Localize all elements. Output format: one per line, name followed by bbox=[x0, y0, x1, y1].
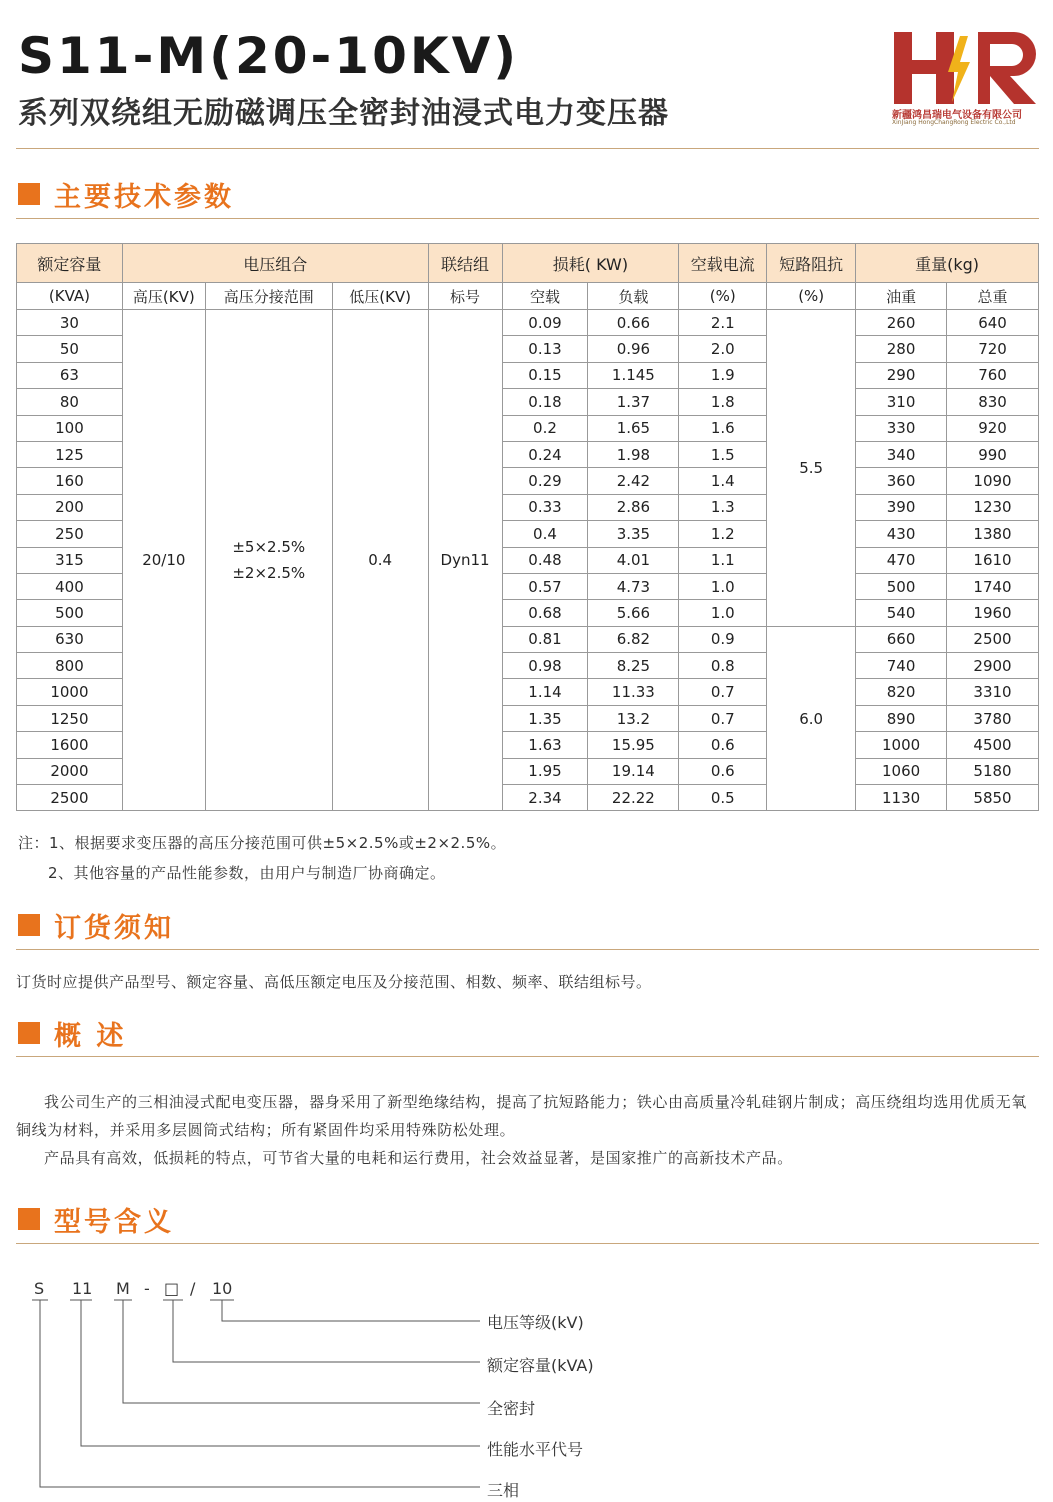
cell-load-loss: 1.65 bbox=[588, 415, 679, 441]
cell-load-loss: 1.37 bbox=[588, 389, 679, 415]
cell-noload-current: 0.5 bbox=[679, 785, 767, 811]
cell-capacity: 200 bbox=[17, 494, 123, 520]
cell-oil-weight: 310 bbox=[856, 389, 947, 415]
cell-total-weight: 4500 bbox=[947, 732, 1039, 758]
cell-total-weight: 920 bbox=[947, 415, 1039, 441]
cell-noload-loss: 0.68 bbox=[502, 600, 588, 626]
cell-noload-current: 0.9 bbox=[679, 626, 767, 652]
cell-oil-weight: 290 bbox=[856, 362, 947, 388]
cell-noload-current: 2.0 bbox=[679, 336, 767, 362]
cell-capacity: 30 bbox=[17, 310, 123, 336]
tap-range-1: ±5×2.5% bbox=[232, 538, 306, 557]
cell-total-weight: 990 bbox=[947, 441, 1039, 467]
cell-load-loss: 19.14 bbox=[588, 758, 679, 784]
section-title: 主要技术参数 bbox=[54, 181, 234, 213]
section-title: 型号含义 bbox=[54, 1206, 174, 1238]
cell-noload-loss: 0.13 bbox=[502, 336, 588, 362]
cell-total-weight: 5180 bbox=[947, 758, 1039, 784]
cell-oil-weight: 1060 bbox=[856, 758, 947, 784]
model-code-slash: / bbox=[190, 1279, 196, 1298]
cell-oil-weight: 740 bbox=[856, 653, 947, 679]
cell-capacity: 2500 bbox=[17, 785, 123, 811]
cell-capacity: 160 bbox=[17, 468, 123, 494]
cell-noload-current: 0.8 bbox=[679, 653, 767, 679]
cell-noload-current: 1.6 bbox=[679, 415, 767, 441]
th-group-label: 标号 bbox=[428, 283, 502, 310]
cell-oil-weight: 390 bbox=[856, 494, 947, 520]
th-load: 负载 bbox=[588, 283, 679, 310]
cell-capacity: 80 bbox=[17, 389, 123, 415]
cell-total-weight: 2500 bbox=[947, 626, 1039, 652]
th-total: 总重 bbox=[947, 283, 1039, 310]
th-noload: 空载 bbox=[502, 283, 588, 310]
cell-oil-weight: 340 bbox=[856, 441, 947, 467]
page-subtitle: 系列双绕组无励磁调压全密封油浸式电力变压器 bbox=[18, 96, 669, 131]
cell-oil-weight: 330 bbox=[856, 415, 947, 441]
cell-impedance-b: 6.0 bbox=[767, 626, 856, 811]
cell-noload-loss: 1.95 bbox=[502, 758, 588, 784]
cell-noload-loss: 1.14 bbox=[502, 679, 588, 705]
cell-capacity: 1600 bbox=[17, 732, 123, 758]
model-label-sealed: 全密封 bbox=[487, 1399, 536, 1418]
cell-load-loss: 5.66 bbox=[588, 600, 679, 626]
cell-capacity: 50 bbox=[17, 336, 123, 362]
cell-total-weight: 1740 bbox=[947, 573, 1039, 599]
cell-noload-current: 0.7 bbox=[679, 705, 767, 731]
logo-company-name-en: XinJiang HongChangRong Electric Co.,Ltd bbox=[892, 119, 1016, 126]
th-loss: 损耗( KW) bbox=[502, 244, 679, 283]
logo-company-name: 新疆鸿昌瑞电气设备有限公司 bbox=[892, 110, 1022, 121]
overview-paragraph-1: 我公司生产的三相油浸式配电变压器，器身采用了新型绝缘结构，提高了抗短路能力；铁心由高质量冷轧硅钢片制成；高压绕组均选用优质无氧铜线为材料，并采用多层圆筒式结构；所有紧固件均采用特殊防松处理。 bbox=[16, 1093, 1027, 1139]
cell-total-weight: 720 bbox=[947, 336, 1039, 362]
cell-total-weight: 1610 bbox=[947, 547, 1039, 573]
cell-capacity: 63 bbox=[17, 362, 123, 388]
cell-load-loss: 8.25 bbox=[588, 653, 679, 679]
cell-noload-current: 0.7 bbox=[679, 679, 767, 705]
cell-noload-current: 1.5 bbox=[679, 441, 767, 467]
th-group: 联结组 bbox=[428, 244, 502, 283]
cell-noload-current: 1.0 bbox=[679, 573, 767, 599]
model-code-dash: - bbox=[144, 1279, 150, 1298]
cell-capacity: 315 bbox=[17, 547, 123, 573]
th-weight: 重量(kg) bbox=[856, 244, 1039, 283]
cell-load-loss: 2.86 bbox=[588, 494, 679, 520]
cell-oil-weight: 660 bbox=[856, 626, 947, 652]
cell-load-loss: 4.01 bbox=[588, 547, 679, 573]
cell-noload-current: 1.8 bbox=[679, 389, 767, 415]
cell-oil-weight: 360 bbox=[856, 468, 947, 494]
cell-impedance-a: 5.5 bbox=[767, 310, 856, 627]
cell-load-loss: 0.96 bbox=[588, 336, 679, 362]
cell-noload-loss: 1.63 bbox=[502, 732, 588, 758]
tap-range-2: ±2×2.5% bbox=[232, 564, 306, 583]
cell-total-weight: 640 bbox=[947, 310, 1039, 336]
cell-oil-weight: 1130 bbox=[856, 785, 947, 811]
page-title: S11-M(20-10KV) bbox=[18, 27, 520, 85]
cell-total-weight: 3780 bbox=[947, 705, 1039, 731]
cell-load-loss: 4.73 bbox=[588, 573, 679, 599]
cell-oil-weight: 470 bbox=[856, 547, 947, 573]
cell-noload-loss: 0.29 bbox=[502, 468, 588, 494]
model-label-capacity: 额定容量(kVA) bbox=[487, 1356, 594, 1375]
cell-noload-loss: 0.15 bbox=[502, 362, 588, 388]
cell-capacity: 630 bbox=[17, 626, 123, 652]
model-code-10: 10 bbox=[212, 1279, 233, 1298]
cell-capacity: 125 bbox=[17, 441, 123, 467]
cell-noload-current: 1.9 bbox=[679, 362, 767, 388]
note-2: 2、其他容量的产品性能参数，由用户与制造厂协商确定。 bbox=[48, 864, 446, 882]
cell-noload-current: 1.2 bbox=[679, 521, 767, 547]
cell-noload-loss: 0.33 bbox=[502, 494, 588, 520]
cell-load-loss: 11.33 bbox=[588, 679, 679, 705]
cell-noload-loss: 0.57 bbox=[502, 573, 588, 599]
model-code-s: S bbox=[34, 1279, 45, 1298]
cell-noload-loss: 0.24 bbox=[502, 441, 588, 467]
cell-load-loss: 3.35 bbox=[588, 521, 679, 547]
cell-noload-current: 1.3 bbox=[679, 494, 767, 520]
cell-oil-weight: 280 bbox=[856, 336, 947, 362]
ordering-text: 订货时应提供产品型号、额定容量、高低压额定电压及分接范围、相数、频率、联结组标号。 bbox=[16, 973, 652, 991]
cell-total-weight: 1090 bbox=[947, 468, 1039, 494]
cell-total-weight: 1230 bbox=[947, 494, 1039, 520]
section-title: 订货须知 bbox=[54, 912, 174, 944]
cell-hv-merged: 20/10 bbox=[122, 310, 205, 811]
model-code-box: □ bbox=[164, 1279, 180, 1298]
model-label-performance: 性能水平代号 bbox=[487, 1440, 584, 1459]
cell-oil-weight: 500 bbox=[856, 573, 947, 599]
cell-oil-weight: 260 bbox=[856, 310, 947, 336]
th-voltage: 电压组合 bbox=[122, 244, 428, 283]
cell-load-loss: 1.145 bbox=[588, 362, 679, 388]
cell-load-loss: 2.42 bbox=[588, 468, 679, 494]
cell-noload-loss: 0.18 bbox=[502, 389, 588, 415]
cell-capacity: 1000 bbox=[17, 679, 123, 705]
cell-total-weight: 1380 bbox=[947, 521, 1039, 547]
cell-total-weight: 3310 bbox=[947, 679, 1039, 705]
th-tap: 高压分接范围 bbox=[205, 283, 332, 310]
cell-load-loss: 22.22 bbox=[588, 785, 679, 811]
th-oil: 油重 bbox=[856, 283, 947, 310]
th-pct-impedance: (%) bbox=[767, 283, 856, 310]
cell-noload-loss: 0.09 bbox=[502, 310, 588, 336]
cell-capacity: 1250 bbox=[17, 705, 123, 731]
cell-load-loss: 15.95 bbox=[588, 732, 679, 758]
th-capacity: 额定容量 bbox=[17, 244, 123, 283]
cell-capacity: 100 bbox=[17, 415, 123, 441]
cell-noload-loss: 0.4 bbox=[502, 521, 588, 547]
cell-oil-weight: 820 bbox=[856, 679, 947, 705]
cell-noload-current: 1.1 bbox=[679, 547, 767, 573]
cell-noload-current: 0.6 bbox=[679, 758, 767, 784]
cell-capacity: 400 bbox=[17, 573, 123, 599]
cell-capacity: 250 bbox=[17, 521, 123, 547]
cell-load-loss: 0.66 bbox=[588, 310, 679, 336]
model-label-three-phase: 三相 bbox=[487, 1481, 520, 1500]
cell-group-merged: Dyn11 bbox=[428, 310, 502, 811]
cell-total-weight: 5850 bbox=[947, 785, 1039, 811]
cell-noload-current: 1.0 bbox=[679, 600, 767, 626]
note-1: 注：1、根据要求变压器的高压分接范围可供±5×2.5%或±2×2.5%。 bbox=[18, 834, 507, 852]
cell-noload-loss: 0.2 bbox=[502, 415, 588, 441]
section-title: 概 述 bbox=[54, 1020, 127, 1052]
cell-load-loss: 6.82 bbox=[588, 626, 679, 652]
cell-lv-merged: 0.4 bbox=[332, 310, 428, 811]
cell-total-weight: 760 bbox=[947, 362, 1039, 388]
cell-total-weight: 1960 bbox=[947, 600, 1039, 626]
th-lv: 低压(KV) bbox=[332, 283, 428, 310]
cell-noload-current: 2.1 bbox=[679, 310, 767, 336]
cell-load-loss: 13.2 bbox=[588, 705, 679, 731]
cell-noload-loss: 0.98 bbox=[502, 653, 588, 679]
cell-noload-loss: 1.35 bbox=[502, 705, 588, 731]
cell-noload-current: 0.6 bbox=[679, 732, 767, 758]
cell-oil-weight: 430 bbox=[856, 521, 947, 547]
cell-capacity: 2000 bbox=[17, 758, 123, 784]
model-code-11: 11 bbox=[72, 1279, 93, 1298]
th-hv: 高压(KV) bbox=[122, 283, 205, 310]
th-kva: (KVA) bbox=[17, 283, 123, 310]
cell-noload-loss: 0.81 bbox=[502, 626, 588, 652]
cell-load-loss: 1.98 bbox=[588, 441, 679, 467]
cell-noload-current: 1.4 bbox=[679, 468, 767, 494]
th-noload-current: 空载电流 bbox=[679, 244, 767, 283]
cell-capacity: 800 bbox=[17, 653, 123, 679]
cell-total-weight: 2900 bbox=[947, 653, 1039, 679]
cell-noload-loss: 2.34 bbox=[502, 785, 588, 811]
cell-oil-weight: 1000 bbox=[856, 732, 947, 758]
overview-paragraph-2: 产品具有高效，低损耗的特点，可节省大量的电耗和运行费用，社会效益显著，是国家推广的高新技术产品。 bbox=[44, 1149, 793, 1167]
cell-oil-weight: 890 bbox=[856, 705, 947, 731]
cell-noload-loss: 0.48 bbox=[502, 547, 588, 573]
cell-capacity: 500 bbox=[17, 600, 123, 626]
th-pct-current: (%) bbox=[679, 283, 767, 310]
cell-oil-weight: 540 bbox=[856, 600, 947, 626]
cell-total-weight: 830 bbox=[947, 389, 1039, 415]
th-impedance: 短路阻抗 bbox=[767, 244, 856, 283]
model-label-voltage: 电压等级(kV) bbox=[487, 1313, 584, 1332]
model-code-m: M bbox=[116, 1279, 130, 1298]
